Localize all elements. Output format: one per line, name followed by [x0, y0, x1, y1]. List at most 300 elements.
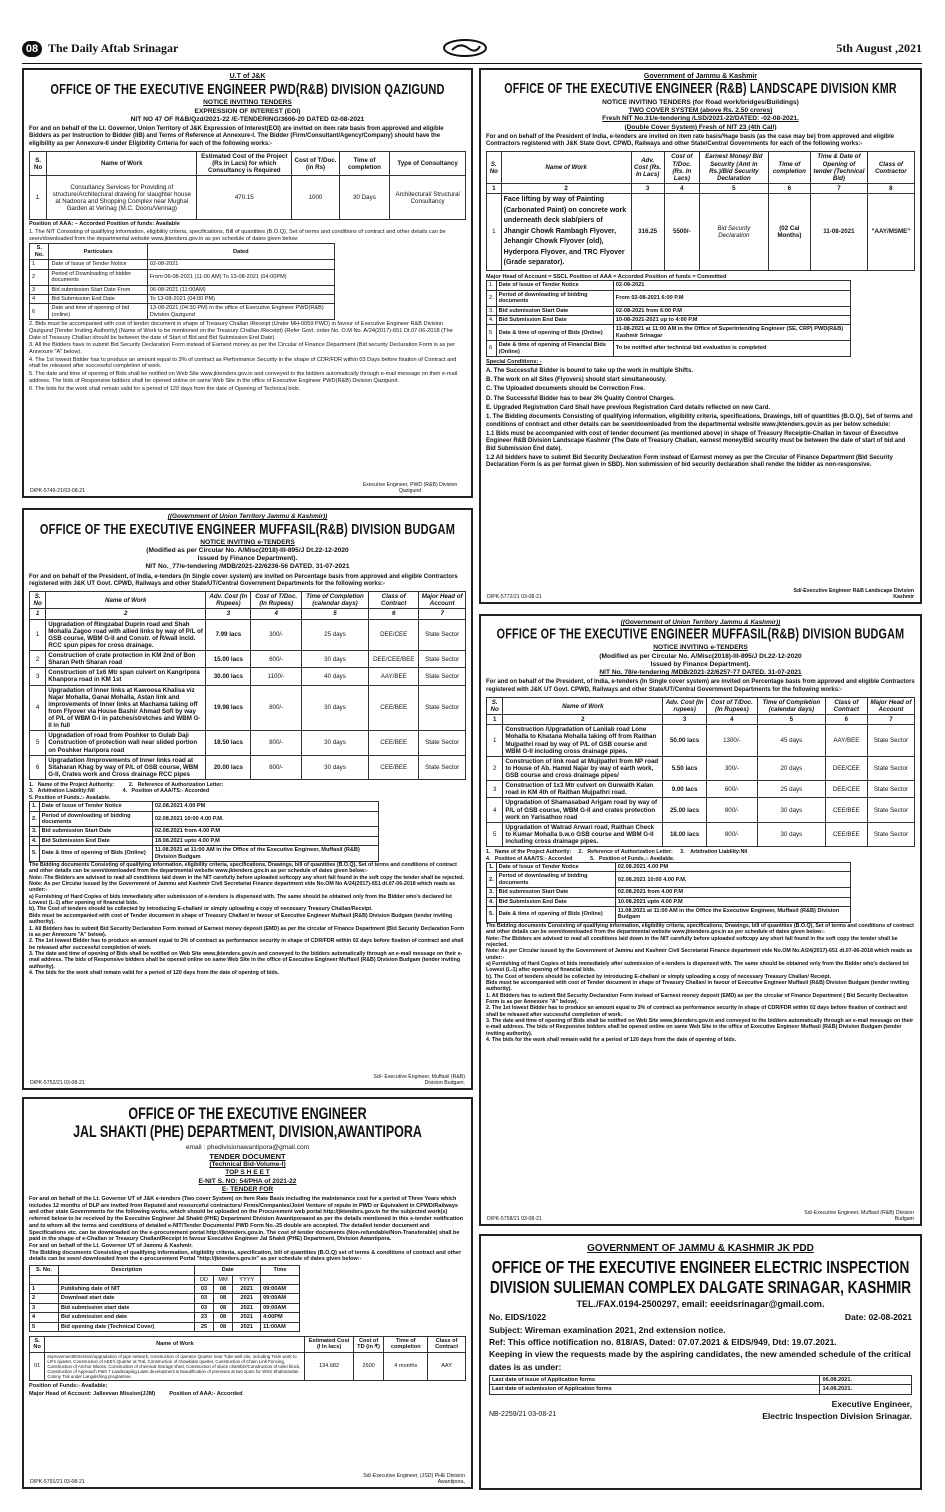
table-cell: State Sector	[419, 619, 466, 651]
table-cell: 7.99 lacs	[206, 619, 251, 651]
table-cell: 30 days	[301, 651, 368, 668]
note-line: a) Furnishing of Hard Copies of bids immediately after submission of e-tenders is dispensed with. The same should be obtained only from the Bidder who's declared Ist Lowest (L-1) after opening of financial bids.	[29, 893, 452, 907]
notice-title-line2: JAL SHAKTI (PHE) DEPARTMENT, DIVISION,AWANTIPORA	[73, 1122, 422, 1141]
col-header: Class of Contract	[825, 697, 867, 714]
major-head-line: Major Head of Account = SSCL Position of AAA = Accorded Position of funds = Committed	[486, 273, 727, 280]
col-header: Name of Work	[45, 1337, 305, 1353]
col-header: Cost of T/Doc. (In Rupees)	[251, 592, 301, 609]
table-cell: 02.08.2021 10:00 4.00 P.M.	[615, 872, 850, 888]
works-table	[486, 151, 915, 270]
meta-line: 1. Name of the Project Authority: 2. Reference of Authorization Letter:	[29, 782, 224, 789]
table-cell: State Sector	[419, 651, 466, 668]
table-cell: State Sector	[867, 822, 914, 846]
notice-intro: For and on behalf of the President of India, e-tenders are invited on item rate basis/%age basis (as the case may be) from approved and eligible Contractors registered with J&K State Govt. CPWD, Railways and other State/Central Governments for each of the following works:-	[486, 133, 895, 148]
signature: Sd/- Executive Engineer, Muffasil (R&B) Division Budgam.	[373, 1073, 465, 1086]
condition-item: E. Upgraded Registration Card Shall have previous Registration Card details reflected on new Card.	[486, 405, 771, 412]
col-header: Dated	[147, 244, 334, 260]
kmr-landscape-tender-notice	[479, 68, 922, 604]
table-cell: 600/-	[251, 651, 301, 668]
table-cell: 5	[487, 325, 497, 341]
notice-subtitle: NOTICE INVITING TENDERS (for Road work/bridges/Buildings)	[602, 98, 799, 106]
notice-intro: For and on behalf of the Lt. Governor UT of J&K e-tenders (Two cover System) on Item Rate Basis including the maintenance cost for a period of Three Years which includes 12 months of DLP are invited from Reputed and resourceful contractors/ Firms/Companies/Joint Venture of repute in PWD or Equivalent in CPWD/Railways and other state Governments for the following works, which should be uploaded on the Procurement web portal http://jktenders.gov.in for the subjected work(s) referred below to be received by the Executive Engineer Jal Shakti (PHE) Department Division Awantiporaand as per the details mentioned in this e-tender notification and to whom all the terms and conditions of detailed e-NIT/Tender Documents/ PWD Form No.-25 double are accepted. The detailed tender document and Specifications etc. can be downloaded on the e-procurement portal http://jktenders.gov.in. The cost of tender documents (Non-refundable/Non-Transferable) shall be paid in the shape of e-Challan or Treasury Challan/Receipt in favour Executive Engineer Jal Shakti (PHE) Department, Division Awantipora.	[29, 1196, 463, 1243]
dipk-code: DIPK-5749-21/03-08-21	[30, 487, 86, 494]
table-cell: 800/-	[251, 755, 301, 779]
col-header: Type of Consultancy	[390, 151, 466, 175]
table-cell: DEE/CEE	[825, 781, 867, 798]
table-cell: 3.	[30, 827, 40, 836]
table-cell: Construction of 1x6 Mtr span culvert on Kangripora Khanpora road in KM 1st	[46, 668, 206, 685]
table-cell: State Sector	[419, 731, 466, 755]
col-header: Adv. Cost (Rs. In Lacs)	[631, 152, 664, 184]
col-number: 5	[757, 715, 825, 725]
dipk-code: DIPK-5758/21 03-08-21	[487, 1215, 542, 1222]
table-cell: 3.	[487, 888, 497, 897]
table-cell: 1.	[487, 281, 497, 290]
notice-date: Date: 02-08-2021	[844, 1312, 912, 1323]
table-cell: 4.	[30, 836, 40, 845]
circular-line: (Modified as per Circular No. A/Misc(2018)-III-895/J Dt.22-12-2020	[599, 652, 802, 660]
notice-title: OFFICE OF THE EXECUTIVE ENGINEER MUFFASIL(R&B) DIVISION BUDGAM	[39, 521, 456, 538]
table-cell: 02-08-2021	[147, 260, 334, 269]
table-cell: From 06-08-2021 (11:00 AM) To 13-08-2021 (04:00PM)	[147, 269, 334, 285]
table-cell: 25	[195, 1322, 213, 1331]
col-number: 4	[251, 609, 301, 619]
table-cell: CEE/BEE	[369, 685, 419, 731]
nit-number: E-NIT S. NO: 54/PHA of 2021-22	[198, 1177, 297, 1185]
issued-by: Issued by Finance Department).	[650, 660, 751, 668]
table-cell: 02-08-2021	[613, 281, 850, 290]
table-cell: 5500/-	[664, 194, 699, 271]
table-cell: 20 days	[757, 756, 825, 780]
condition-item: C. The Uploaded documents should be Correction Free.	[486, 386, 646, 393]
budgam-nit-78-notice	[479, 614, 922, 1226]
table-cell: Period of downloading of bidding documents	[496, 290, 613, 306]
table-cell: CEE/BEE	[825, 822, 867, 846]
table-cell: 11.08.2021 at 11:00 AM in the Office the Executive Engineer, Muffasil (R&B) Division Budgam	[615, 907, 850, 923]
table-cell: DEE/CEE	[825, 756, 867, 780]
note-line: b). The Cost of tenders should be collected by introducing E-challan/ or simply uploading a copy of necessary Treasury Challan/ Receipt.	[486, 973, 831, 980]
table-cell: 4	[487, 798, 503, 822]
table-cell: (02 Cal Months)	[768, 194, 810, 271]
table-cell: 1	[30, 1284, 59, 1293]
notice-intro-3: The Bidding documents Consisting of qualifying information, eligibility criteria, specification, bill of quantities (B.O.Q) set of terms & conditions of contract and other details can be seen/ downloaded from the e-procurement Portal "http://jktenders.gov.in" as per schedule of dates given below:-	[29, 1249, 462, 1263]
table-cell: 14.08.2021.	[820, 1385, 912, 1394]
col-header: Particulars	[49, 244, 147, 260]
table-cell: 11-08-2021 at 11:00 AM in the Office of Superintending Engineer (SE, CRP) PWD(R&B) Kashmir Srinagar	[613, 325, 850, 341]
table-cell: Architectural/ Structural Consultancy	[390, 176, 466, 220]
table-cell: 5.50 lacs	[663, 756, 707, 780]
table-cell: Date of Issue of Tender Notice	[496, 862, 615, 871]
masthead-logo-icon	[442, 38, 488, 58]
schedule-table	[489, 1375, 912, 1395]
col-number: 3	[631, 183, 664, 193]
note-line: 4. The bids for the work shall remain valid for a period of 120 days from the date of opening of bids.	[486, 1037, 737, 1044]
signature: Sd/-Executive Engineer, Muffasil (R&B) Division Budgam	[804, 1209, 914, 1222]
nit-call: (Double Cover System) Fresh of NIT 23 (4th Call)	[624, 123, 777, 131]
table-cell: Bid submission start date	[58, 1303, 195, 1312]
table-cell: 11.08.2021 at 11:00 AM in the Office of the Executive Engineer, Muffasil (R&B) Division Budgam	[152, 846, 378, 862]
col-header: Estimated Cost (I In lacs)	[305, 1337, 353, 1353]
table-cell: 30.00 lacs	[206, 668, 251, 685]
etender-for: E- TENDER FOR	[221, 1185, 274, 1193]
table-cell: 06.08.2021.	[820, 1375, 912, 1384]
table-cell: 316.25	[631, 194, 664, 271]
table-cell: 6	[487, 341, 497, 357]
table-cell: "AAY/MSME"	[867, 194, 914, 271]
table-cell: 3	[30, 668, 46, 685]
table-cell: 5	[30, 1322, 59, 1331]
col-number: 4	[706, 715, 757, 725]
table-cell: 02.08.2021 from 4.00 P.M	[615, 888, 850, 897]
table-cell: 4:00PM	[261, 1313, 300, 1322]
table-cell: 30 days	[301, 685, 368, 731]
notice-subtitle: NOTICE INVITING TENDERS	[203, 99, 292, 107]
table-cell: 08	[213, 1284, 233, 1293]
notice-title-line1: OFFICE OF THE EXECUTIVE ENGINEER ELECTRIC INSPECTION	[491, 1257, 910, 1277]
col-header: S. No.	[30, 244, 49, 260]
col-number: 8	[867, 183, 914, 193]
table-cell: 25 days	[301, 619, 368, 651]
nit-number: Fresh NIT No.31/e-tendering /LSD/2021-22/DATED: -02-08-2021.	[602, 115, 799, 123]
table-cell: 2	[30, 1294, 59, 1303]
table-cell: 2021	[233, 1303, 261, 1312]
table-cell: Period of Downloading of bidder documents	[49, 269, 147, 285]
table-cell: State Sector	[419, 755, 466, 779]
notice-intro: For and on behalf of the President, of India, e-tenders (In Single cover system) are invited on Percentage basis from approved and eligible Contractors registered with J&K UT Govt. CPWD, Railways and other State/UT/Central Government Departments for the following works:-	[29, 573, 458, 587]
volume-label: (Technical Bid-Volume-I)	[209, 1161, 286, 1169]
table-cell: 5	[487, 822, 503, 846]
note-line: Bids must be accompanied with cost of Tender document in shape of Treasury Challan/ in favour of Executive Engineer Muffasil (R&B) Division Budgam (tender inviting authority).	[486, 979, 910, 993]
table-cell: 10-08-2021-2021 up to 4:00 P.M	[613, 315, 850, 324]
table-cell: 2.	[487, 290, 497, 306]
col-subheader: MM	[213, 1275, 233, 1284]
table-cell: Date of Issue of Tender Notice	[39, 802, 152, 811]
top-sheet-label: TOP S H E E T	[225, 1169, 270, 1177]
table-cell: 02.08.2021 4.00 PM	[152, 802, 378, 811]
table-cell: 09:00AM	[261, 1294, 300, 1303]
funds-line: Position of Funds:- Available;	[29, 1383, 108, 1390]
note-line: The Bidding documents Consisting of qualifying information, eligibility criteria, specifications, Drawings, bill of quantities (B.O.Q), Set of terms and conditions of contract and other details can be seen/downloaded from the departmental website www.jktenders.gov.in as per schedule of dates given below:-	[486, 922, 914, 936]
dates-table	[29, 243, 335, 320]
note-line: 1. All Bidders has to submit Bid Security Declaration Form instead of Earnest money deposit (EMD) as per the circular of Finance Department (Bid Security Declaration Form is as per Annexure "A" below).	[29, 925, 465, 938]
table-cell: 4	[30, 1313, 59, 1322]
email-line: email : phedivisionawantipora@gmail.com	[185, 1143, 310, 1151]
table-cell: Upgradation of Shamasabad Arigam road by way of P/L of GSB course, WBM G-II and crates protection work on Yarisathoo road	[503, 798, 663, 822]
table-cell: 134.682	[305, 1352, 353, 1380]
table-cell: 30 days	[757, 822, 825, 846]
table-cell: 2021	[233, 1322, 261, 1331]
condition-item: B. The work on all Sites (Flyovers) should start simultaneously.	[486, 377, 667, 384]
nit-number: NIT No._77/e-tendering /MDB/2021-22/6236-56 DATED. 31-07-2021	[145, 563, 350, 571]
table-cell: Date & time of opening of Bids (Online)	[496, 325, 613, 341]
table-cell: Face lifting by way of Painting (Carbonated Paint) on concrete work underneath deck slab/piers of Jhangir Chowk Rambagh Flyover, Jehangir Chowk Flyover (old), Hyderpora Flyover, and TRC Flyover (Grade separator).	[501, 194, 631, 271]
note-line: Note: As per Circular issued by the Government of Jammu and Kashmir Civil Secretariat Finance department vide No.OM No.A/24(2017)-651 dt.07-06-2018 which reads as under:-	[486, 948, 913, 961]
table-cell: Upgradation /Improvements of Inner links road at Sitaharan Khag by way of P/L of GSB course, WBM G-II, Crates work and Cross drainage RCC pipes	[46, 755, 206, 779]
notice-title: OFFICE OF THE EXECUTIVE ENGINEER MUFFASIL(R&B) DIVISION BUDGAM	[496, 626, 905, 643]
subject-line: Subject: Wireman examination 2021, 2nd extension notice.	[489, 1324, 726, 1335]
signature: Sd/-Executive Engineer, (JSD) PHE Division Awantipora,	[363, 1472, 465, 1485]
meta-line: 1. Name of the Project Authority: 2. Reference of Authorization Letter: 3. Arbitration Liability:Nil	[486, 849, 748, 856]
table-cell: Date and time of opening of bid (online)	[49, 304, 147, 320]
table-cell: Date of Issue of Tender Notice	[49, 260, 147, 269]
note-line: Note: As per Circular issued by the Government of Jammu and Kashmir Civil Secretariat Finance department vide No.OM No A/24(2017)-651 dt.07-06-2018 which reads as under:-	[29, 881, 456, 894]
table-cell: 2.	[487, 872, 497, 888]
para-2: 2. Bids must be accompanied with cost of tender document in shape of Treasury Challan /Receipt (Under MH-0059 PWD) in favour of Executive Engineer R&B Division Qazigund [Tender Inviting Authority] (Name of Work to be mentioned on the Treasury Challan /Receipt) (Refer Govt. order No. O.M No. A/24(2017)-651 Dt.07-06-2018 (The Date of Treasury Challan should be between the date of Start of Bid and Bid Submission End Date).	[29, 321, 453, 341]
col-header: Name of Work	[501, 152, 631, 184]
table-cell: 2021	[233, 1313, 261, 1322]
col-header: Time of Completion (calendar days)	[757, 697, 825, 714]
col-header: Cost of T/Doc. (In Rupees)	[706, 697, 757, 714]
col-number: 2	[46, 609, 206, 619]
para-5: 5. The date and time of opening of Bids shall be notified on Web Site www.jktenders.gov.in and conveyed to the bidders automatically through e-mail message on their e-mail address. The bids of Responsive bidders shall be opened online on same Web Site in the office of Executive Engineer PWD(R&B) Division Qazigund.	[29, 371, 458, 384]
table-cell: Publishing date of NIT	[58, 1284, 195, 1293]
table-cell: 11:00AM	[261, 1322, 300, 1331]
notice-intro: For and on behalf of the President, of India, e-tenders (In Single cover system) are invited on Percentage basis from approved and eligible Contractors registered with J&K UT Govt. CPWD, Railways and other State/UT/Central Government Departments for the following works:-	[486, 679, 915, 693]
table-cell: 08	[213, 1313, 233, 1322]
table-cell: 02.08.2021 4.00 PM	[615, 862, 850, 871]
major-head-line: Major Head of Account: Jalleevan Mission(JJM) Position of AAA:- Accorded	[29, 1390, 243, 1397]
table-cell: 1000	[292, 176, 339, 220]
para-6: 6. The bids for the work shall remain valid for a period of 120 days from the date of Opening of Technical bids.	[29, 385, 301, 392]
table-cell: State Sector	[867, 725, 914, 757]
table-cell: 25 days	[757, 781, 825, 798]
col-header: Time of Completion (calendar days)	[301, 592, 368, 609]
dates-table	[29, 1265, 300, 1332]
table-cell: Upgradation of Watrad Arwari road, Raithan Check to Kumar Mohalla b.w.o GSB course and WBM G-II including cross drainage pipes.	[503, 822, 663, 846]
body-text: Keeping in view the requests made by the aspiring candidates, the new amended schedule of the critical dates is as under:	[489, 1349, 911, 1372]
note-line: b). The Cost of tenders should be collected by introducing E-challan/ or simply uploading a copy of necessary Treasury Challan/Receipt.	[29, 906, 373, 913]
table-cell: 01	[30, 1352, 45, 1380]
col-header: Earnest Money/ Bid Security (Amt in Rs.)/Bid Security Declaration	[700, 152, 769, 184]
table-cell: To be notified after technical bid evaluation is completed	[613, 341, 850, 357]
newspaper-name: The Daily Aftab Srinagar	[48, 41, 179, 55]
works-table	[29, 1336, 466, 1381]
table-cell: State Sector	[867, 756, 914, 780]
meta-line: 4. Position of AAA/TS:- Accorded 5. Position of Funds.:- Available.	[486, 855, 675, 862]
table-cell: CEE/BEE	[369, 755, 419, 779]
table-cell: Bid submission Start Date From	[49, 285, 147, 294]
budgam-nit-77-notice	[22, 508, 473, 1090]
table-cell: Download start date	[58, 1294, 195, 1303]
table-cell: 1	[487, 194, 502, 271]
table-cell: State Sector	[419, 685, 466, 731]
note-line: 2. The 1st lowest Bidder has to produce an amount equal to 3% of contract as performance security in shape of CDR/FDR within 02 days before fixation of contract and shall be released after successful completion of work.	[486, 1005, 907, 1018]
table-cell: Bid Submission End Date	[39, 836, 152, 845]
table-cell: 11-08-2021	[811, 194, 868, 271]
table-cell: Last date of submission of Application forms	[490, 1385, 820, 1394]
notice-subtitle: NOTICE INVITING e-TENDERS	[200, 538, 295, 546]
page-number: 08	[22, 41, 42, 57]
dates-table	[29, 801, 379, 862]
table-cell: Consultancy Services for Providing of structure/Architectural drawing for slaughter house at Nadoora and Shopping Complex near Mughal Garden at Verinag (M.C. Dooru/Verinag)	[47, 176, 197, 220]
condition-item: A. The Successful Bidder is bound to take up the work in multiple Shifts.	[486, 367, 694, 374]
table-cell: 300/-	[251, 619, 301, 651]
note-line: 3. The date and time of opening of Bids shall be notified on Web Site www.jktenders.gov.in and conveyed to the bidders automatically through an e-mail message on their e-mail address. The bids of Responsive bidders shall be opened online on same Web Site in the office of Executive Engineer Muffasil (R&B) Division Budgam (tender inviting authority).	[29, 950, 463, 970]
para-3: 3. All the Bidders have to submit Bid Security Declaration Form instead of Earnest money as per the Circular of Finance Department (Bid security Declaration Form is as per Annexure "A" below).	[29, 342, 455, 356]
gov-label: GOVERNMENT OF JAMMU & KASHMIR JK PDD	[587, 1243, 814, 1254]
col-header: Time of completion	[768, 152, 810, 184]
table-cell: 2021	[233, 1294, 261, 1303]
table-cell: Construction /Upgradation of Lanilab road Lone Mohalla to Khatana Mohalla taking off from Raithan Mujpathri road by way of P/L of GSB course and WBM G-II including cross drainage pipes.	[503, 725, 663, 757]
table-cell: Bid submission end date	[58, 1313, 195, 1322]
condition-item: D. The Successful Bidder has to bear 3% Quality Control Charges.	[486, 395, 675, 402]
para-1: 1. The NIT Consisting of qualifying information, eligibility criteria, specifications, Bill of quantities (B.O.Q), Set of terms and conditions of contract and other details can be seen/downloaded from the departmental website www.jktenders.gov.in as per schedule of dates given below:	[29, 229, 446, 242]
table-cell: 1.	[487, 862, 497, 871]
circular-line: (Modified as per Circular No. A/Misc(2018)-III-895/J Dt.22-12-2020	[146, 546, 349, 554]
col-header: S. No	[30, 592, 46, 609]
table-cell: Construction of 1x3 Mtr culvert on Gurwaith Kalan road in KM 4th of Raithan Mujpathri road.	[503, 781, 663, 798]
col-header: Time	[261, 1266, 300, 1275]
col-number: 4	[664, 183, 699, 193]
table-cell: AAY/BEE	[369, 668, 419, 685]
table-cell: Construction of link road at Mujipathri from NP road to House of Ab. Hamid Najar by way of earth work, GSB course and cross drainage pipes/	[503, 756, 663, 780]
table-cell: 600/-	[706, 781, 757, 798]
notice-title: OFFICE OF THE EXECUTIVE ENGINEER (R&B) LANDSCAPE DIVISION KMR	[504, 80, 897, 98]
condition-item: 1.1 Bids must be accompanied with cost of tender document (as mentioned above) in shape of Treasury Receipt/e-Challan in favour of Executive Engineer R&B Division Landscape Kashmir (The Date of Treasury Challan, earnest money/Bid security must be between the date of start of bid and Bid Submission End date).	[486, 430, 906, 452]
table-cell: 4.	[487, 315, 497, 324]
col-number: 2	[503, 715, 663, 725]
col-header: Cost of T/Doc. (Rs. In Lacs)	[664, 152, 699, 184]
table-cell: 800/-	[251, 685, 301, 731]
table-cell: 02.08.2021 10:00 4.00 P.M.	[152, 811, 378, 827]
table-cell: DEE/CEE/BEE	[369, 651, 419, 668]
table-cell: 800/-	[706, 798, 757, 822]
table-cell: 5	[30, 731, 46, 755]
table-cell: 19.98 lacs	[206, 685, 251, 731]
signature: Sd/-Executive Engineer R&B Landscape Division Kashmir	[793, 587, 914, 600]
dipk-code: DIPK-5772/21 03-08-21	[487, 593, 542, 600]
table-cell: 20.00 lacs	[206, 755, 251, 779]
table-cell: Period of downloading of bidding documents	[496, 872, 615, 888]
table-cell: 1	[487, 725, 503, 757]
col-number: 3	[206, 609, 251, 619]
note-line: 2. The 1st lowest Bidder has to produce an amount equal to 3% of contract as performance security in shape of CDR/FDR within 02 days before fixation of contract and shall be released after successful completion of work.	[29, 938, 464, 951]
tender-document-heading: TENDER DOCUMENT	[209, 1151, 286, 1161]
col-header: Time & Date of Opening of tender (Technical Bid)	[811, 152, 868, 184]
table-cell: State Sector	[419, 668, 466, 685]
col-header: Major Head of Account	[419, 592, 466, 609]
table-cell: 10.08.2021 upto 4.00 P.M	[615, 897, 850, 906]
table-cell: 5.	[30, 846, 40, 862]
table-cell: AAY/BEE	[825, 725, 867, 757]
col-header: Class of Contract	[369, 592, 419, 609]
table-cell: Improvement/Extention/upgradation of pipe network, construction of operator Quarter near Tube well site, including Train work to LR's quarter, Construction of AEE's Quarter at Tral, Construction of chowkidar quarter, Construction of Chain Link Fencing, Construction of Anchor Blocks, Construction of chemical Storage shed, Construction of sluice chamber/Construction of toilet block, Construction of Approach Path 7 Landscaping,Lawn development & beautification of premises at two spots for WSS Shahmardan Colony Tral under Langalshing programme.	[45, 1352, 305, 1380]
table-cell: Bid Submission End Date	[496, 315, 613, 324]
col-number: 1	[487, 183, 502, 193]
table-cell: Date & time of opening of Bids (Online)	[39, 846, 152, 862]
note-line: a) Furnishing of Hard Copies of bids immediately after submission of e-tenders is dispensed with. The same should be obtained only from the Bidder who's declared Ist Lowest (L-1) after opening of financial bids.	[486, 960, 909, 974]
dates-table	[486, 280, 851, 357]
position-line: Position of AAA: – Accorded Position of funds: Available	[29, 221, 180, 228]
jal-shakti-tender-notice	[22, 1097, 473, 1489]
ut-label: U.T of J&K	[229, 73, 266, 80]
note-line: 1. All Bidders has to submit Bid Security Declaration Form instead of Earnest money deposit (EMD) as per the circular of Finance Department ( Bid Security Declaration Form is as per Annexure "A" below).	[486, 992, 908, 1005]
notice-intro: For and on behalf of the Lt. Governor, Union Territory of J&K Expression of Interest(EOI) are invited on item rate basis from approved and eligible Bidders as per Instruction to Bidder (IIB) and Terms of Reference at Annexure-I. The Bidder (Firm/Consultant/Agency/Company) should have the eligibility as per Annexure-II under Eligibility Criteria for each of the following works:-	[29, 126, 444, 147]
col-header: Name of Work	[46, 592, 206, 609]
dipk-code: DIPK-5791/21 03-08-21	[30, 1478, 85, 1485]
col-subheader: DD	[195, 1275, 213, 1284]
table-cell: 1100/-	[251, 668, 301, 685]
nb-code: NB-2259/21 03-08-21	[489, 1411, 557, 1419]
condition-item: 1. The Bidding documents Consisting of qualifying information, eligibility criteria, specifications, Drawings, bill of quantities (B.O.Q), Set of terms and conditions of contract and other details can be seen/downloaded from the departmental website www.jktenders.gov.in as per below schedule:	[486, 414, 913, 428]
works-table	[486, 697, 915, 847]
table-cell: State Sector	[867, 798, 914, 822]
table-cell: 6	[30, 755, 46, 779]
table-cell: 30 days	[301, 755, 368, 779]
table-cell: 40 days	[301, 668, 368, 685]
signature-division: Electric Inspection Division Srinagar.	[762, 1411, 912, 1422]
gov-label: ((Government of Union Territory Jammu & Kashmir))	[167, 513, 328, 520]
table-cell: To 13-08-2021 (04:00 PM)	[147, 295, 334, 304]
table-cell: Upgradation of Ringzabal Duprin road and Shah Mohalla Zagoo road with allied links by way of P/L of GSB course, WBM G-II and Constr. of R/wall incld. RCC spun pipes for cross drainage.	[46, 619, 206, 651]
notice-eoi: EXPRESSION OF INTEREST (EOI)	[194, 107, 301, 115]
note-line: 3. The date and time of opening of Bids shall be notified on Web Site www.jktenders.gov.in and conveyed to the bidders automatically through an e-mail message on their e-mail address. The bids of Responsive bidders shall be opened online on same Web Site in the office of Executive Engineer Muffasil (R&B) Division Budgam (tender inviting authority).	[486, 1018, 914, 1037]
table-cell: Date & time of opening of Bids (Online)	[496, 907, 615, 923]
table-cell: 06-08-2021 (11:00AM)	[147, 285, 334, 294]
table-cell: 13-08-2021 (04:30 PM) In the office of Executive Engineer PWD(R&B) Division Qazigund	[147, 304, 334, 320]
note-line: Note:-The Bidders are advised to read all conditions laid down in the NIT carefully before uploaded softcopy any short fall found in the soft copy the tender shall be rejected.	[486, 935, 898, 948]
table-cell: CEE/BEE	[825, 798, 867, 822]
col-number: 5	[301, 609, 368, 619]
table-cell: 03	[195, 1294, 213, 1303]
note-line: The Bidding documents Consisting of qualifying information, eligibility criteria, specifications, Drawings, bill of quantities (B.O.Q), Set of terms and conditions of contract and other details can be seen/downloaded from the departmental website www.jktenders.gov.in as per schedule of dates given below:-	[29, 862, 457, 875]
col-number: 7	[419, 609, 466, 619]
col-header: S. No	[30, 151, 47, 175]
table-cell: 4	[30, 295, 49, 304]
table-cell: DEE/CEE	[369, 619, 419, 651]
table-cell: 2	[30, 651, 46, 668]
nit-number: NIT NO 47 OF R&B/Qzd/2021-22 /E-TENDERING/3606-20 DATED 02-08-2021	[130, 115, 365, 123]
col-number: 6	[369, 609, 419, 619]
dates-table	[486, 862, 851, 923]
gov-label: ((Government of Union Territory Jammu & Kashmir))	[620, 619, 781, 626]
table-cell: 1.	[30, 176, 47, 220]
newspaper-header	[22, 38, 922, 60]
table-cell: 1.	[30, 802, 40, 811]
table-cell: State Sector	[867, 781, 914, 798]
signature-title: Executive Engineer,	[831, 1398, 912, 1409]
col-header: Time of completion	[384, 1337, 428, 1353]
col-header: S. No	[487, 152, 502, 184]
table-cell: 02.08.2021 from 4.00 P.M	[152, 827, 378, 836]
col-header: S. No	[30, 1337, 45, 1353]
notice-title: OFFICE OF THE EXECUTIVE ENGINEER PWD(R&B) DIVISION QAZIGUND	[50, 82, 445, 99]
nit-number: NIT No. 78/e-tendering /MDB/2021-22/6257-77 DATED. 31-07-2021	[599, 669, 802, 677]
table-cell: 800/-	[706, 822, 757, 846]
table-cell: 2600	[353, 1352, 384, 1380]
table-cell: 30 Days	[339, 176, 390, 220]
table-cell: 08	[213, 1322, 233, 1331]
col-number: 3	[663, 715, 707, 725]
table-cell: 3.	[487, 306, 497, 315]
table-cell: 1	[30, 260, 49, 269]
table-cell: 1	[30, 619, 46, 651]
table-cell: 4.	[487, 897, 497, 906]
dipk-code: DIPK-5752/21 03-08-21	[30, 1079, 85, 1086]
meta-line: 3. Arbitration Liability:Nil 4. Position of AAA/TS:- Accorded	[29, 788, 210, 795]
header-rule	[22, 63, 922, 64]
table-cell: 08	[213, 1303, 233, 1312]
table-cell: 03	[195, 1284, 213, 1293]
table-cell: Bid Security Declaration	[700, 194, 769, 271]
table-cell: 30 days	[301, 731, 368, 755]
signature: Executive Engineer, PWD (R&B) Division Qazigund	[362, 481, 458, 494]
col-header: Class of Contract	[428, 1337, 466, 1353]
table-cell: Bid submission Start Date	[39, 827, 152, 836]
table-cell: Period of downloading of bidding documents	[39, 811, 152, 827]
col-number: 5	[700, 183, 769, 193]
col-number: 7	[811, 183, 868, 193]
